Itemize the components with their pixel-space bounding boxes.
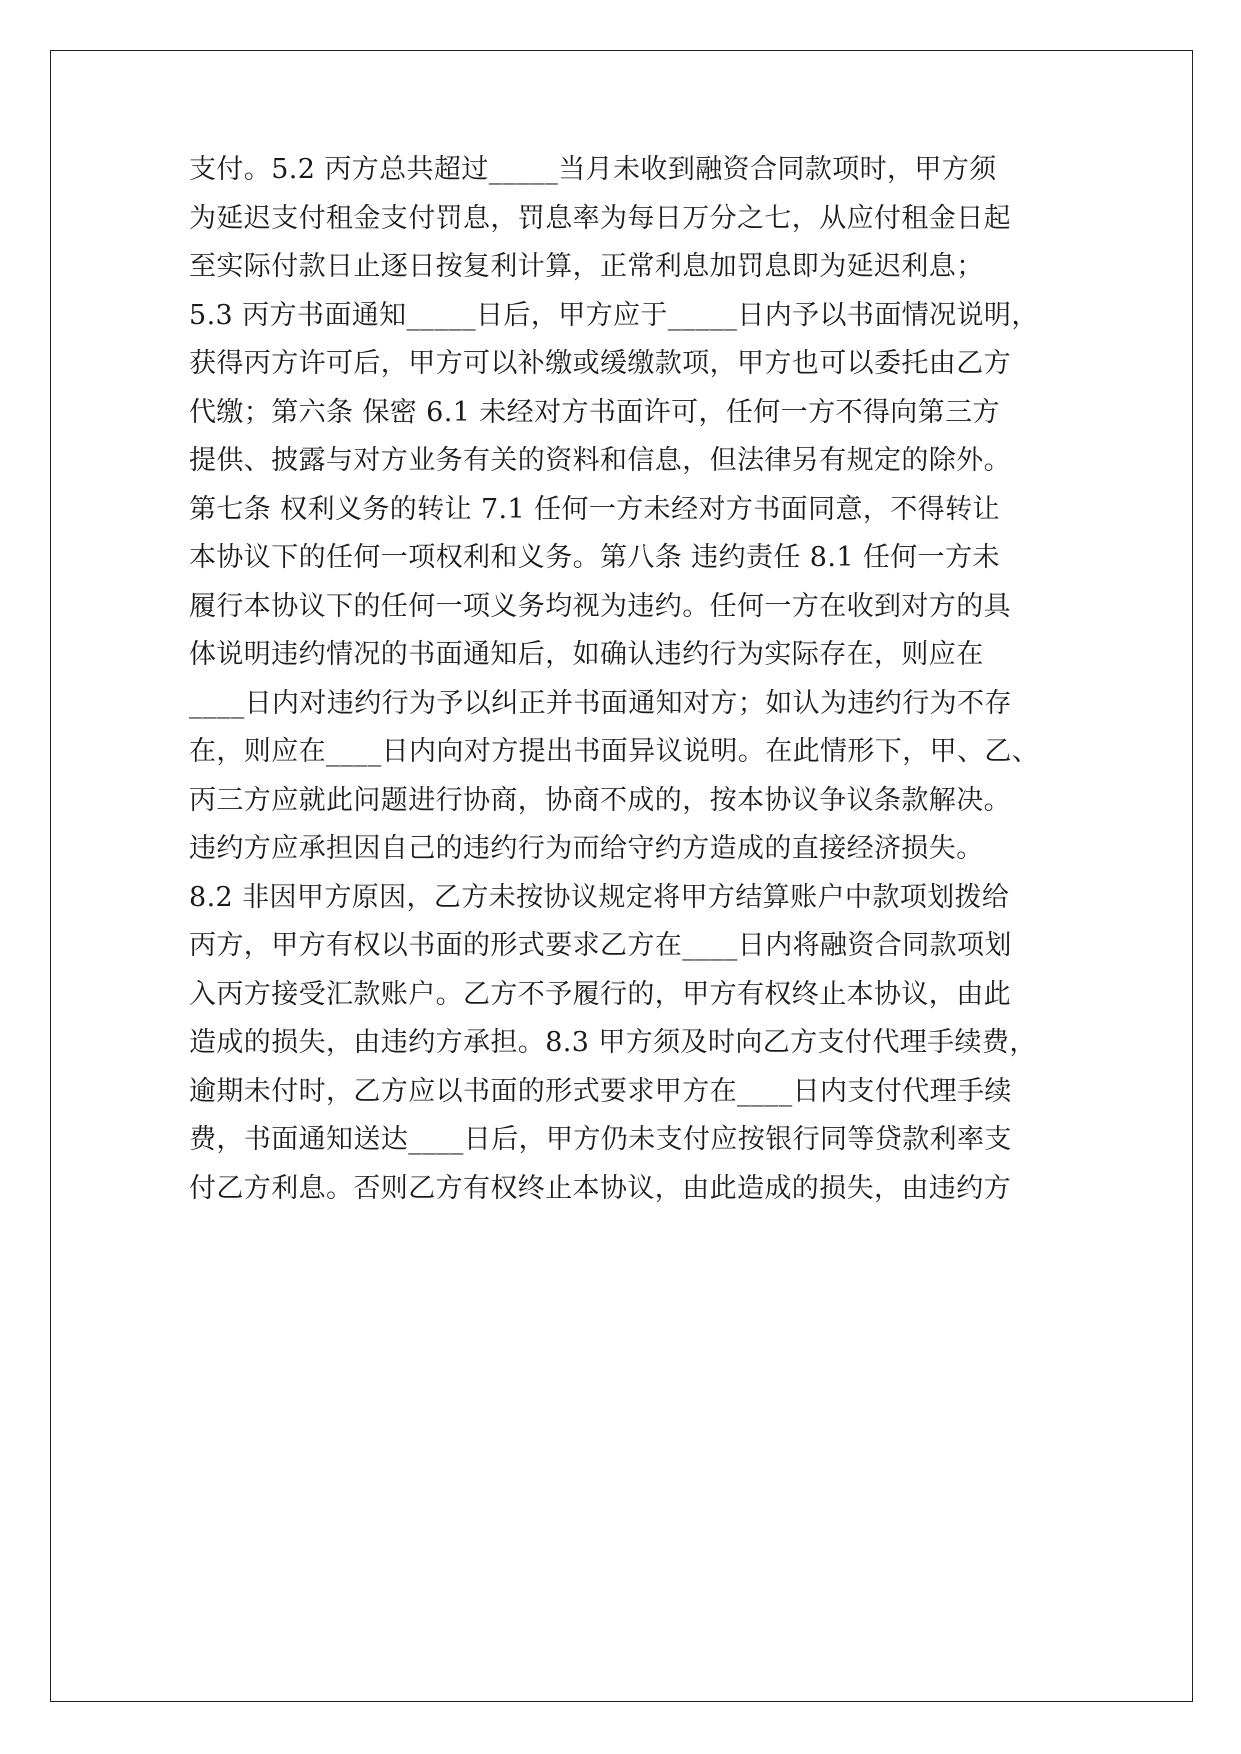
text-line: 代缴；第六条 保密 6.1 未经对方书面许可，任何一方不得向第三方 — [189, 396, 1000, 428]
text-line: 付乙方利息。否则乙方有权终止本协议，由此造成的损失，由违约方 — [189, 1172, 1011, 1204]
text-line: 5.3 丙方书面通知_____日后，甲方应于_____日内予以书面情况说明， — [189, 299, 1039, 331]
text-line: 本协议下的任何一项权利和义务。第八条 违约责任 8.1 任何一方未 — [189, 542, 1000, 573]
text-line: 体说明违约情况的书面通知后，如确认违约行为实际存在，则应在 — [189, 639, 984, 670]
text-line: 支付。5.2 丙方总共超过_____当月未收到融资合同款项时，甲方须 — [189, 154, 997, 185]
text-line: 履行本协议下的任何一项义务均视为违约。任何一方在收到对方的具 — [189, 590, 1011, 622]
text-line: 提供、披露与对方业务有关的资料和信息，但法律另有规定的除外。 — [189, 445, 1011, 476]
text-line: 逾期未付时，乙方应以书面的形式要求甲方在____日内支付代理手续 — [189, 1075, 1012, 1107]
text-line: 至实际付款日止逐日按复利计算，正常利息加罚息即为延迟利息； — [189, 251, 984, 282]
text-line: 8.2 非因甲方原因，乙方未按协议规定将甲方结算账户中款项划拨给 — [189, 881, 1010, 913]
text-line: 丙方，甲方有权以书面的形式要求乙方在____日内将融资合同款项划 — [189, 930, 1012, 961]
text-line: ____日内对违约行为予以纠正并书面通知对方；如认为违约行为不存 — [189, 687, 1012, 719]
text-line: 第七条 权利义务的转让 7.1 任何一方未经对方书面同意，不得转让 — [189, 493, 1000, 525]
text-line: 入丙方接受汇款账户。乙方不予履行的，甲方有权终止本协议，由此 — [189, 978, 1011, 1010]
text-line: 费，书面通知送达____日后，甲方仍未支付应按银行同等贷款利率支 — [189, 1124, 1012, 1155]
text-line: 获得丙方许可后，甲方可以补缴或缓缴款项，甲方也可以委托由乙方 — [189, 348, 1011, 379]
text-line: 丙三方应就此问题进行协商，协商不成的，按本协议争议条款解决。 — [189, 784, 1011, 816]
document-body — [189, 138, 1069, 1221]
text-line: 违约方应承担因自己的违约行为而给守约方造成的直接经济损失。 — [189, 833, 984, 864]
text-line: 为延迟支付租金支付罚息，罚息率为每日万分之七，从应付租金日起 — [189, 202, 1011, 234]
text-line: 造成的损失，由违约方承担。8.3 甲方须及时向乙方支付代理手续费， — [189, 1027, 1037, 1058]
text-line: 在，则应在____日内向对方提出书面异议说明。在此情形下，甲、乙、 — [189, 736, 1040, 767]
